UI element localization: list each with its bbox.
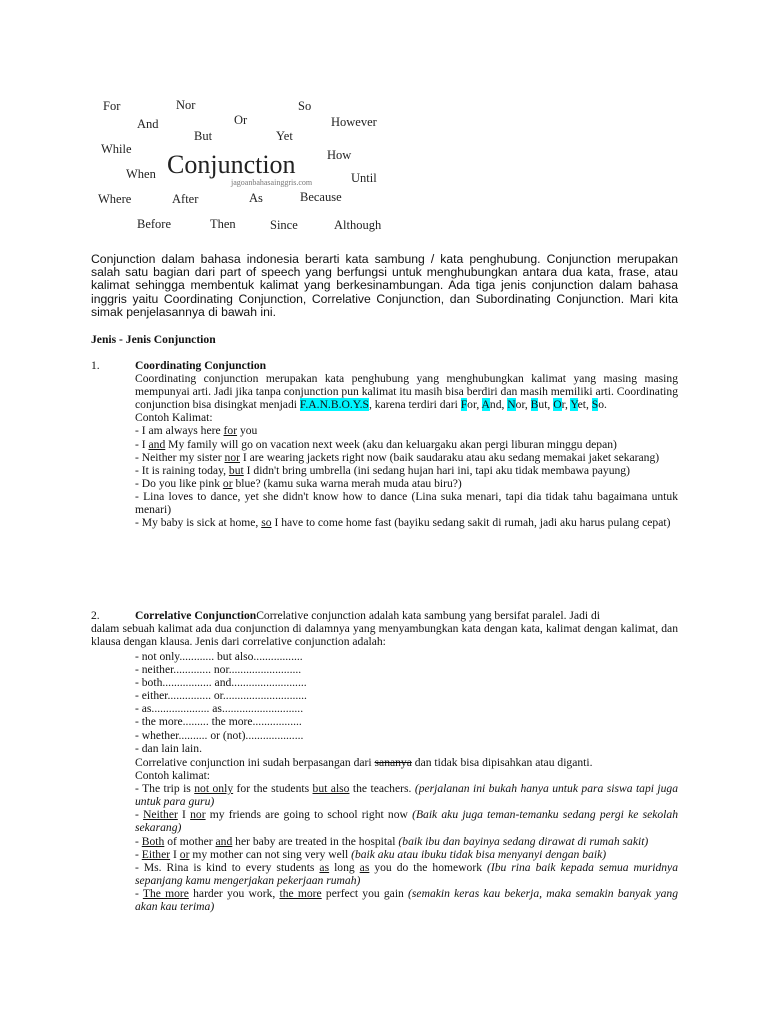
- section-2-title: Correlative Conjunction: [135, 609, 257, 622]
- list-item: - the more......... the more.................: [135, 715, 302, 729]
- fanboys-rest: ut,: [538, 398, 554, 412]
- cloud-word: Because: [300, 190, 342, 204]
- cloud-main-word: Conjunction: [167, 150, 296, 179]
- cloud-word: While: [101, 142, 132, 156]
- fanboys-letter: A: [481, 398, 490, 412]
- cloud-word: Yet: [276, 129, 293, 143]
- cloud-word: Or: [234, 113, 248, 127]
- cloud-word: However: [331, 115, 377, 129]
- example-line: - Neither I nor my friends are going to school right now (Baik aku juga teman-temanku sedang pergi ke sekolah sekarang): [135, 808, 678, 835]
- example-line: - Either I or my mother can not sing very well (baik aku atau ibuku tidak bisa menyanyi dengan baik): [135, 847, 607, 861]
- cloud-word: But: [194, 129, 213, 143]
- fanboys-highlight: F.A.N.B.O.Y.S: [299, 398, 369, 412]
- fanboys-letter: S: [591, 398, 599, 412]
- example-line: - It is raining today, but I didn't bring umbrella (ini sedang hujan hari ini, tapi aku tidak membawa payung): [135, 463, 630, 477]
- example-line: - I am always here for you: [135, 424, 258, 438]
- fanboys-rest: or,: [467, 398, 482, 412]
- section-2-paragraph: dalam sebuah kalimat ada dua conjunction di dalamnya yang menyambungkan kata dengan kata, kalimat dengan kalimat, dan klausa dengan klausa. Jenis dari correlative conjunction adalah:: [91, 622, 678, 649]
- note-line: Correlative conjunction ini sudah berpasangan dari sananya dan tidak bisa dipisahkan atau diganti.: [135, 756, 593, 769]
- fanboys-letter: B: [530, 398, 539, 412]
- list-item: - as.................... as............................: [135, 702, 304, 716]
- section-2-examples: [135, 756, 678, 913]
- fanboys-rest: o.: [598, 398, 607, 412]
- example-line: - My baby is sick at home, so I have to come home fast (bayiku sedang sakit di rumah, jadi aku harus pulang cepat): [135, 516, 671, 530]
- example-line: - The trip is not only for the students but also the teachers. (perjalanan ini bukah hanya untuk para siswa tapi juga untuk para guru): [135, 782, 679, 809]
- fanboys-letter: N: [507, 398, 516, 412]
- list-item: - either............... or.............................: [135, 689, 307, 703]
- cloud-word: Then: [210, 217, 236, 231]
- cloud-word: For: [103, 99, 121, 113]
- cloud-word: Where: [98, 192, 132, 206]
- cloud-word: After: [172, 192, 199, 206]
- example-line: - Both of mother and her baby are treated in the hospital (baik ibu dan bayinya sedang dirawat di rumah sakit): [135, 834, 649, 848]
- contoh-label: Contoh Kalimat:: [135, 411, 213, 425]
- correlative-list: [135, 650, 678, 755]
- section-heading: Jenis - Jenis Conjunction: [91, 333, 216, 346]
- cloud-word: And: [137, 117, 159, 131]
- list-item: - whether.......... or (not)....................: [135, 728, 304, 742]
- conjunction-word-cloud: [95, 95, 395, 240]
- cloud-word: Although: [334, 218, 382, 232]
- section-2-number: 2.: [91, 609, 100, 622]
- list-item: - not only............ but also.................: [135, 650, 303, 663]
- fanboys-letter: Y: [570, 398, 578, 412]
- cloud-word: When: [126, 167, 156, 181]
- cloud-word: As: [249, 191, 263, 205]
- section-1-text: Coordinating conjunction merupakan kata penghubung yang menghubungkan kalimat yang masing masing mempunyai arti. Jadi jika tanpa conjunction pun kalimat itu masih bisa berdiri dan masih memiliki arti. Coordinating conjunction bisa disingkat menjadi: [135, 372, 678, 412]
- example-line: - Ms. Rina is kind to every students as long as you do the homework (Ibu rina baik kepada semua muridnya sepanjang kamu mengerjakan pekerjaan rumah): [135, 860, 679, 887]
- contoh-label: Contoh kalimat:: [135, 769, 211, 783]
- section-2-first-line: [135, 609, 678, 622]
- cloud-word: Nor: [176, 98, 196, 112]
- fanboys-rest: r,: [561, 398, 571, 412]
- list-item: - neither............. nor.........................: [135, 663, 302, 677]
- example-line: - I and My family will go on vacation next week (aku dan keluargaku akan pergi liburan minggu depan): [135, 437, 617, 451]
- list-item: - both................. and..........................: [135, 676, 307, 690]
- fanboys-rest: et,: [577, 398, 592, 412]
- fanboys-letter: F: [460, 398, 468, 412]
- fanboys-rest: or,: [515, 398, 531, 412]
- intro-paragraph: Conjunction dalam bahasa indonesia berarti kata sambung / kata penghubung. Conjunction merupakan salah satu bagian dari part of speech yang berfungsi untuk menghubungkan antara dua kata, frase, atau kalimat sehingga membentuk kalimat yang berkesinambungan. Ada tiga jenis conjunction dalam bahasa inggris yaitu Coordinating Conjunction, Correlative Conjunction, dan Subordinating Conjunction. Mari kita simak penjelasannya di bawah ini.: [91, 252, 678, 319]
- example-line: - Do you like pink or blue? (kamu suka warna merah muda atau biru?): [135, 476, 462, 490]
- section-1-title: Coordinating Conjunction: [135, 359, 267, 372]
- section-1: [135, 359, 678, 529]
- cloud-word: So: [298, 99, 312, 113]
- section-1-paragraph: [135, 372, 678, 411]
- example-line: - Lina loves to dance, yet she didn't know how to dance (Lina suka menari, tapi dia tidak tahu bagaimana untuk menari): [135, 489, 678, 517]
- section-2-text: Correlative conjunction adalah kata sambung yang bersifat paralel. Jadi di: [256, 609, 601, 622]
- fanboys-rest: nd,: [489, 398, 508, 412]
- cloud-word: Before: [137, 217, 172, 231]
- list-item: - dan lain lain.: [135, 741, 202, 755]
- section-1-number: 1.: [91, 359, 100, 372]
- example-line: - The more harder you work, the more perfect you gain (semakin keras kau bekerja, maka semakin banyak yang akan kau terima): [135, 886, 678, 914]
- cloud-word: How: [327, 148, 352, 162]
- cloud-site: jagoanbahasainggris.com: [231, 178, 313, 187]
- fanboys-letter: O: [553, 398, 562, 412]
- example-line: - Neither my sister nor I are wearing jackets right now (baik saudaraku atau aku sedang memakai jaket sekarang): [135, 450, 660, 464]
- section-1-text-b: , karena terdiri dari: [368, 398, 458, 412]
- cloud-word: Since: [270, 218, 298, 232]
- cloud-word: Until: [351, 171, 377, 185]
